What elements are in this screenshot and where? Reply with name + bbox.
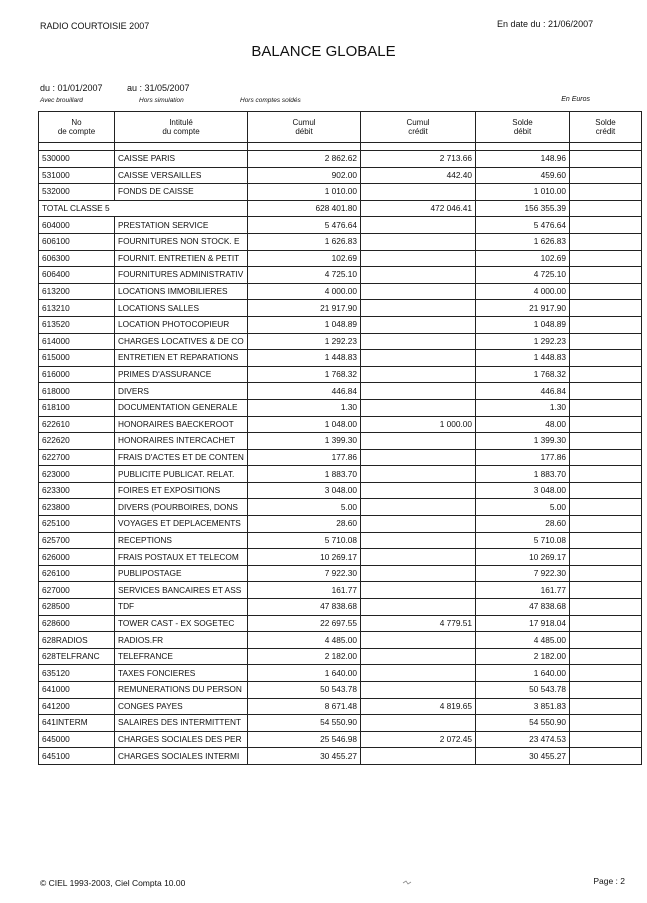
account-cell: 626000 [39,549,115,566]
solde-debit-cell: 23 474.53 [476,731,570,748]
cum-credit-cell [361,217,476,234]
solde-debit-cell: 1 399.30 [476,433,570,450]
account-label-cell: DIVERS [115,383,248,400]
solde-debit-cell: 1 768.32 [476,366,570,383]
table-header-row [39,112,642,143]
solde-credit-cell [570,416,642,433]
cum-debit-cell: 4 000.00 [248,283,361,300]
account-label-cell: PUBLIPOSTAGE [115,565,248,582]
cum-credit-cell: 472 046.41 [361,200,476,217]
table-row [39,516,642,533]
cum-debit-cell: 47 838.68 [248,599,361,616]
cum-debit-cell: 446.84 [248,383,361,400]
balance-table [38,111,642,765]
solde-credit-cell [570,433,642,450]
account-label-cell: FOURNIT. ENTRETIEN & PETIT [115,250,248,267]
solde-debit-cell: 1 010.00 [476,184,570,201]
period-start: du : 01/01/2007 [40,83,103,93]
account-label-cell: CAISSE PARIS [115,151,248,168]
account-cell: 622700 [39,449,115,466]
solde-debit-cell: 4 725.10 [476,267,570,284]
solde-debit-cell: 4 000.00 [476,283,570,300]
cum-credit-cell [361,399,476,416]
cum-debit-cell: 10 269.17 [248,549,361,566]
company-name: RADIO COURTOISIE 2007 [40,21,150,31]
cum-debit-cell: 161.77 [248,582,361,599]
cum-credit-cell [361,433,476,450]
solde-debit-cell: 4 485.00 [476,632,570,649]
account-cell: 618100 [39,399,115,416]
cum-credit-cell [361,632,476,649]
solde-debit-cell: 177.86 [476,449,570,466]
table-row [39,184,642,201]
cum-credit-cell [361,466,476,483]
account-label-cell: SERVICES BANCAIRES ET ASS [115,582,248,599]
solde-credit-cell [570,366,642,383]
account-label-cell: CHARGES SOCIALES DES PER [115,731,248,748]
cum-debit-cell: 4 485.00 [248,632,361,649]
solde-credit-cell [570,516,642,533]
cum-debit-cell: 22 697.55 [248,615,361,632]
table-row [39,565,642,582]
account-cell: 606400 [39,267,115,284]
cum-debit-cell: 1 048.89 [248,316,361,333]
account-label-cell: FRAIS D'ACTES ET DE CONTEN [115,449,248,466]
account-label-cell: TELEFRANCE [115,648,248,665]
account-label-cell: HONORAIRES BAECKEROOT [115,416,248,433]
page-number: Page : 2 [593,876,625,886]
account-label-cell: DIVERS (POURBOIRES, DONS [115,499,248,516]
account-cell: 531000 [39,167,115,184]
solde-debit-cell: 10 269.17 [476,549,570,566]
solde-debit-cell: 5 476.64 [476,217,570,234]
account-label-cell: CHARGES LOCATIVES & DE CO [115,333,248,350]
option-draft: Avec brouillard [40,97,83,104]
cum-credit-cell: 4 819.65 [361,698,476,715]
account-cell: 532000 [39,184,115,201]
table-row [39,416,642,433]
account-label-cell: SALAIRES DES INTERMITTENT [115,715,248,732]
cum-debit-cell: 1 768.32 [248,366,361,383]
solde-debit-cell: 1 883.70 [476,466,570,483]
solde-credit-cell [570,151,642,168]
table-row [39,599,642,616]
solde-debit-cell: 1.30 [476,399,570,416]
solde-credit-cell [570,267,642,284]
solde-debit-cell: 459.60 [476,167,570,184]
account-cell: 623300 [39,482,115,499]
account-cell: 628TELFRANC [39,648,115,665]
table-row [39,333,642,350]
solde-credit-cell [570,532,642,549]
table-row [39,582,642,599]
column-header-cum-debit: Cumul débit [248,112,361,143]
solde-debit-cell: 5.00 [476,499,570,516]
cum-credit-cell [361,267,476,284]
table-row [39,698,642,715]
cum-debit-cell: 5 476.64 [248,217,361,234]
table-row [39,433,642,450]
cum-credit-cell [361,316,476,333]
cum-credit-cell [361,283,476,300]
cum-debit-cell: 1 626.83 [248,233,361,250]
cum-credit-cell [361,383,476,400]
solde-credit-cell [570,399,642,416]
cum-credit-cell: 1 000.00 [361,416,476,433]
account-cell: 623000 [39,466,115,483]
period-end: au : 31/05/2007 [127,83,190,93]
cum-credit-cell [361,532,476,549]
account-cell: 641200 [39,698,115,715]
account-label-cell: PRIMES D'ASSURANCE [115,366,248,383]
account-label-cell: VOYAGES ET DEPLACEMENTS [115,516,248,533]
column-header-account: No de compte [39,112,115,143]
table-row [39,350,642,367]
solde-credit-cell [570,217,642,234]
cum-debit-cell: 1 448.83 [248,350,361,367]
solde-credit-cell [570,333,642,350]
account-cell: 613520 [39,316,115,333]
account-cell: 613200 [39,283,115,300]
solde-credit-cell [570,167,642,184]
table-row [39,615,642,632]
solde-debit-cell: 102.69 [476,250,570,267]
account-cell: 623800 [39,499,115,516]
account-label-cell: CAISSE VERSAILLES [115,167,248,184]
account-label-cell: FRAIS POSTAUX ET TELECOM [115,549,248,566]
solde-credit-cell [570,300,642,317]
account-label-cell: FONDS DE CAISSE [115,184,248,201]
account-label-cell: ENTRETIEN ET REPARATIONS [115,350,248,367]
account-label-cell: CHARGES SOCIALES INTERMI [115,748,248,765]
account-cell: 627000 [39,582,115,599]
cum-debit-cell: 4 725.10 [248,267,361,284]
cum-credit-cell [361,648,476,665]
cum-credit-cell [361,715,476,732]
solde-debit-cell: 1 640.00 [476,665,570,682]
solde-debit-cell: 5 710.08 [476,532,570,549]
cum-debit-cell: 1.30 [248,399,361,416]
cum-debit-cell: 28.60 [248,516,361,533]
solde-debit-cell: 21 917.90 [476,300,570,317]
solde-debit-cell: 1 292.23 [476,333,570,350]
currency-label: En Euros [561,96,590,103]
table-row [39,731,642,748]
cum-debit-cell: 50 543.78 [248,682,361,699]
solde-debit-cell: 50 543.78 [476,682,570,699]
solde-credit-cell [570,200,642,217]
solde-credit-cell [570,748,642,765]
solde-credit-cell [570,565,642,582]
cum-credit-cell [361,549,476,566]
solde-credit-cell [570,731,642,748]
solde-debit-cell: 1 626.83 [476,233,570,250]
table-row [39,549,642,566]
cum-credit-cell [361,582,476,599]
account-label-cell: RECEPTIONS [115,532,248,549]
account-cell: 645000 [39,731,115,748]
cum-debit-cell: 5.00 [248,499,361,516]
solde-credit-cell [570,549,642,566]
solde-debit-cell: 47 838.68 [476,599,570,616]
solde-credit-cell [570,715,642,732]
solde-debit-cell: 54 550.90 [476,715,570,732]
solde-debit-cell: 3 851.83 [476,698,570,715]
solde-credit-cell [570,482,642,499]
table-row [39,399,642,416]
solde-credit-cell [570,698,642,715]
account-cell: 530000 [39,151,115,168]
account-label-cell: PUBLICITE PUBLICAT. RELAT. [115,466,248,483]
solde-debit-cell: 156 355.39 [476,200,570,217]
solde-credit-cell [570,250,642,267]
table-row [39,715,642,732]
account-cell: 641000 [39,682,115,699]
cum-credit-cell: 4 779.51 [361,615,476,632]
account-label-cell: TAXES FONCIERES [115,665,248,682]
account-label-cell: CONGES PAYES [115,698,248,715]
table-row [39,167,642,184]
account-label-cell: LOCATION PHOTOCOPIEUR [115,316,248,333]
account-cell: 622620 [39,433,115,450]
cum-credit-cell [361,748,476,765]
cum-debit-cell: 7 922.30 [248,565,361,582]
print-date: En date du : 21/06/2007 [497,19,594,29]
cum-credit-cell [361,300,476,317]
account-cell: 618000 [39,383,115,400]
solde-credit-cell [570,632,642,649]
solde-debit-cell: 1 448.83 [476,350,570,367]
solde-credit-cell [570,665,642,682]
account-cell: 628600 [39,615,115,632]
account-cell: 635120 [39,665,115,682]
cum-debit-cell: 902.00 [248,167,361,184]
table-row [39,217,642,234]
account-cell: 628RADIOS [39,632,115,649]
solde-credit-cell [570,682,642,699]
account-label-cell: FOURNITURES ADMINISTRATIV [115,267,248,284]
solde-credit-cell [570,615,642,632]
account-cell: 628500 [39,599,115,616]
table-total-row [39,200,642,217]
account-label-cell: DOCUMENTATION GENERALE [115,399,248,416]
table-row [39,449,642,466]
solde-debit-cell: 148.96 [476,151,570,168]
cum-debit-cell: 628 401.80 [248,200,361,217]
cum-debit-cell: 177.86 [248,449,361,466]
solde-debit-cell: 28.60 [476,516,570,533]
solde-debit-cell: 3 048.00 [476,482,570,499]
account-label-cell: TDF [115,599,248,616]
table-row [39,250,642,267]
account-cell: 625100 [39,516,115,533]
solde-credit-cell [570,449,642,466]
cum-credit-cell: 2 072.45 [361,731,476,748]
table-row [39,283,642,300]
cum-debit-cell: 30 455.27 [248,748,361,765]
account-label-cell: FOIRES ET EXPOSITIONS [115,482,248,499]
account-cell: 645100 [39,748,115,765]
cum-debit-cell: 1 640.00 [248,665,361,682]
cum-credit-cell [361,233,476,250]
solde-debit-cell: 2 182.00 [476,648,570,665]
solde-credit-cell [570,283,642,300]
cum-credit-cell [361,599,476,616]
solde-credit-cell [570,350,642,367]
cum-credit-cell [361,482,476,499]
cum-credit-cell [361,565,476,582]
table-row [39,233,642,250]
solde-credit-cell [570,184,642,201]
header-spacer [39,143,642,151]
account-cell: 606100 [39,233,115,250]
account-cell: 622610 [39,416,115,433]
account-label-cell: LOCATIONS IMMOBILIERES [115,283,248,300]
cum-debit-cell: 1 010.00 [248,184,361,201]
account-label-cell: TOWER CAST - EX SOGETEC [115,615,248,632]
account-label-cell: LOCATIONS SALLES [115,300,248,317]
cum-credit-cell [361,682,476,699]
account-cell: 606300 [39,250,115,267]
table-row [39,648,642,665]
account-cell: 626100 [39,565,115,582]
solde-credit-cell [570,499,642,516]
column-header-solde-debit: Solde débit [476,112,570,143]
solde-debit-cell: 161.77 [476,582,570,599]
solde-debit-cell: 30 455.27 [476,748,570,765]
solde-debit-cell: 1 048.89 [476,316,570,333]
cum-credit-cell [361,184,476,201]
table-row [39,665,642,682]
cum-credit-cell [361,250,476,267]
account-label-cell: FOURNITURES NON STOCK. E [115,233,248,250]
table-row [39,366,642,383]
cum-credit-cell [361,665,476,682]
table-row [39,499,642,516]
cum-debit-cell: 54 550.90 [248,715,361,732]
cum-credit-cell: 2 713.66 [361,151,476,168]
table-row [39,532,642,549]
table-row [39,267,642,284]
solde-debit-cell: 48.00 [476,416,570,433]
cum-debit-cell: 1 048.00 [248,416,361,433]
column-header-label: Intitulé du compte [115,112,248,143]
cum-debit-cell: 25 546.98 [248,731,361,748]
solde-credit-cell [570,466,642,483]
cum-debit-cell: 2 182.00 [248,648,361,665]
account-label-cell: HONORAIRES INTERCACHET [115,433,248,450]
option-balanced-accounts: Hors comptes soldés [240,97,301,104]
cum-credit-cell [361,516,476,533]
cum-credit-cell [361,366,476,383]
cum-debit-cell: 2 862.62 [248,151,361,168]
account-cell: 616000 [39,366,115,383]
account-cell: 613210 [39,300,115,317]
solde-credit-cell [570,648,642,665]
account-cell: 615000 [39,350,115,367]
cum-credit-cell [361,499,476,516]
table-row [39,151,642,168]
cum-debit-cell: 1 292.23 [248,333,361,350]
table-row [39,682,642,699]
column-header-cum-credit: Cumul crédit [361,112,476,143]
cum-credit-cell [361,350,476,367]
cum-debit-cell: 21 917.90 [248,300,361,317]
solde-credit-cell [570,582,642,599]
total-label-cell: TOTAL CLASSE 5 [39,200,248,217]
account-cell: 604000 [39,217,115,234]
solde-credit-cell [570,316,642,333]
option-simulation: Hors simulation [139,97,184,104]
account-label-cell: REMUNERATIONS DU PERSON [115,682,248,699]
cum-credit-cell [361,333,476,350]
account-label-cell: RADIOS.FR [115,632,248,649]
scan-mark-icon [402,879,412,887]
solde-debit-cell: 446.84 [476,383,570,400]
solde-credit-cell [570,233,642,250]
table-row [39,383,642,400]
table-row [39,316,642,333]
table-row [39,632,642,649]
cum-debit-cell: 5 710.08 [248,532,361,549]
solde-credit-cell [570,599,642,616]
cum-debit-cell: 102.69 [248,250,361,267]
cum-credit-cell: 442.40 [361,167,476,184]
software-credit: © CIEL 1993-2003, Ciel Compta 10.00 [40,878,186,888]
table-row [39,300,642,317]
cum-debit-cell: 8 671.48 [248,698,361,715]
account-cell: 625700 [39,532,115,549]
cum-debit-cell: 3 048.00 [248,482,361,499]
solde-credit-cell [570,383,642,400]
table-row [39,748,642,765]
account-cell: 641INTERM [39,715,115,732]
table-row [39,466,642,483]
account-label-cell: PRESTATION SERVICE [115,217,248,234]
cum-debit-cell: 1 883.70 [248,466,361,483]
table-row [39,482,642,499]
solde-debit-cell: 17 918.04 [476,615,570,632]
cum-credit-cell [361,449,476,466]
column-header-solde-credit: Solde crédit [570,112,642,143]
cum-debit-cell: 1 399.30 [248,433,361,450]
solde-debit-cell: 7 922.30 [476,565,570,582]
page-title: BALANCE GLOBALE [251,43,396,60]
account-cell: 614000 [39,333,115,350]
